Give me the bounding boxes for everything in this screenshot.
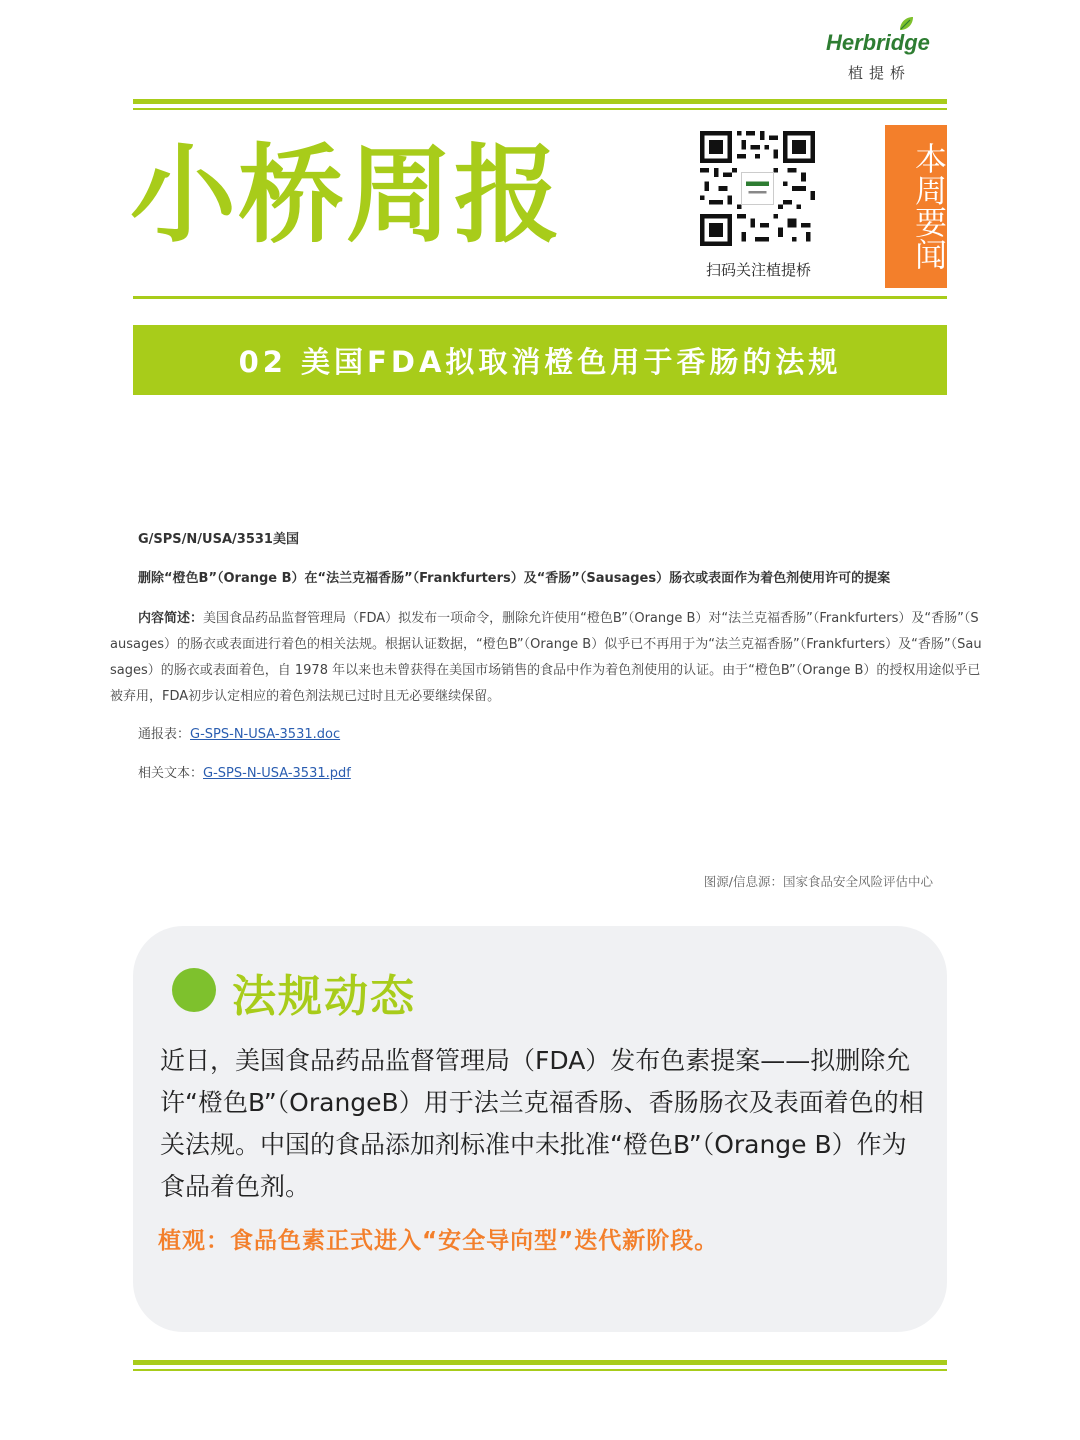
tag-text: 本周要闻 (910, 142, 948, 270)
bullet-dot-icon (172, 968, 216, 1012)
newsletter-title: 小桥周报 (130, 134, 562, 257)
qr-code[interactable] (700, 131, 815, 246)
top-rule-thick (133, 99, 947, 104)
summary-text: 美国食品药品监督管理局（FDA）拟发布一项命令，删除允许使用“橙色B”（Orange B）对“法兰克福香肠”（Frankfurters）及“香肠”（Sausages）的肠衣或表面进行着色的相关法规。根据认证数据，“橙色B”（Orange B）似乎已不再用于为“法兰克福香肠”（Frankfurters）及“香肠”（Sausages）的肠衣或表面着色，自 1978 年以来也未曾获得在美国市场销售的食品中作为着色剂使用的认证。由于“橙色B”（Orange B）的授权用途似乎已被弃用，FDA初步认定相应的着色剂法规已过时且无必要继续保留。 (110, 611, 982, 704)
mid-rule-thick (133, 296, 947, 299)
qr-caption: 扫码关注植提桥 (705, 261, 811, 279)
bottom-rule-thin (133, 1369, 947, 1371)
related-label: 相关文本： (138, 766, 204, 781)
bottom-rule-thick (133, 1360, 947, 1365)
card-title: 法规动态 (232, 971, 416, 1022)
notice-summary (110, 606, 982, 710)
article-banner (133, 325, 947, 395)
related-link[interactable]: G-SPS-N-USA-3531.pdf (203, 766, 351, 781)
banner-heading: 02 美国FDA拟取消橙色用于香肠的法规 (238, 344, 842, 379)
form-label: 通报表： (138, 727, 191, 742)
summary-label: 内容简述： (138, 611, 204, 626)
card-body: 近日，美国食品药品监督管理局（FDA）发布色素提案——拟删除允许“橙色B”（OrangeB）用于法兰克福香肠、香肠肠衣及表面着色的相关法规。中国的食品添加剂标准中未批准“橙色B”（Orange B）作为食品着色剂。 (160, 1046, 924, 1201)
top-rule-thin (133, 108, 947, 110)
form-link[interactable]: G-SPS-N-USA-3531.doc (190, 727, 341, 742)
source-credit: 图源/信息源：国家食品安全风险评估中心 (703, 874, 933, 889)
form-row (138, 723, 340, 742)
notice-title: 删除“橙色B”（Orange B）在“法兰克福香肠”（Frankfurters）及“香肠”（Sausages）肠衣或表面作为着色剂使用许可的提案 (138, 571, 891, 586)
logo-wordmark: Herbridge (826, 30, 930, 55)
logo-chinese-name: 植提桥 (848, 64, 912, 82)
card-comment: 植观：食品色素正式进入“安全导向型”迭代新阶段。 (158, 1228, 719, 1254)
notice-code: G/SPS/N/USA/3531美国 (138, 532, 299, 547)
related-row (138, 762, 351, 781)
weekly-news-tag (885, 125, 947, 288)
